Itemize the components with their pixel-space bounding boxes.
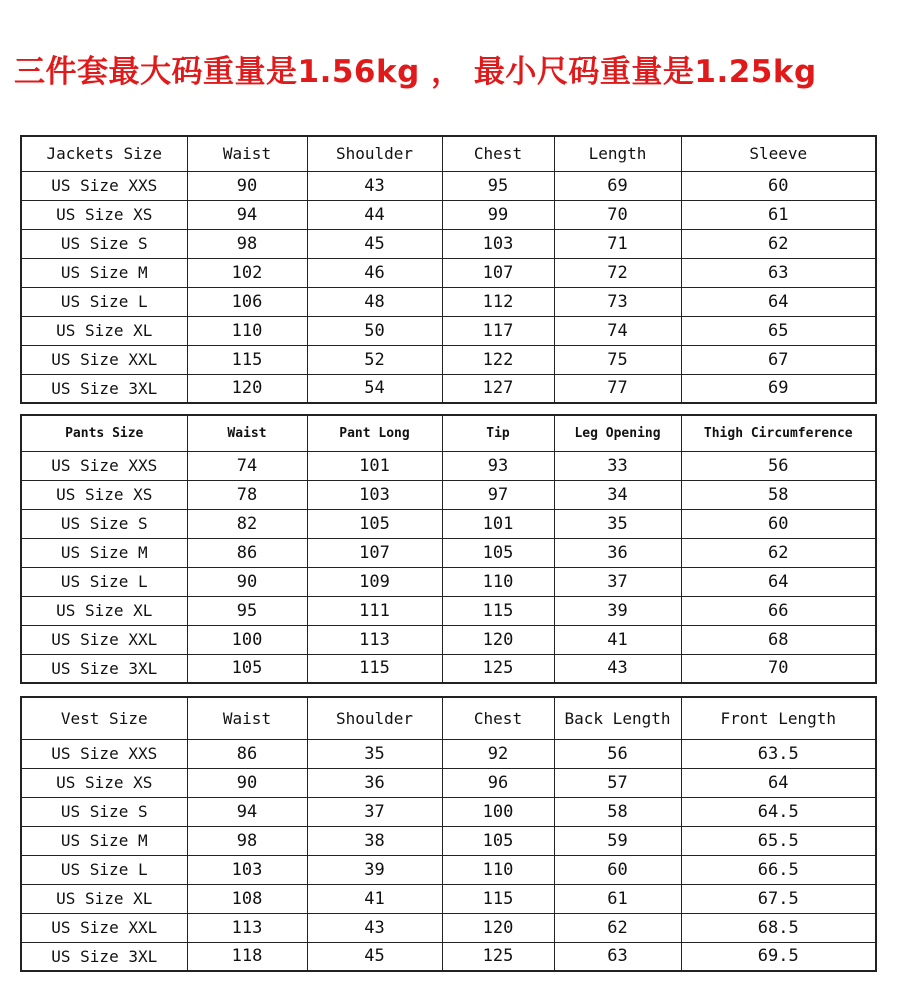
measurement-cell: 36 [307, 768, 442, 797]
column-header: Pants Size [21, 415, 187, 451]
measurement-cell: 108 [187, 884, 307, 913]
measurement-cell: 52 [307, 345, 442, 374]
column-header: Pant Long [307, 415, 442, 451]
table-header-row [21, 415, 876, 451]
measurement-cell: 73 [554, 287, 681, 316]
measurement-cell: 107 [307, 538, 442, 567]
measurement-cell: 113 [307, 625, 442, 654]
table-row [21, 200, 876, 229]
size-label-cell: US Size XS [21, 768, 187, 797]
measurement-cell: 110 [442, 567, 554, 596]
measurement-cell: 43 [307, 913, 442, 942]
measurement-cell: 62 [554, 913, 681, 942]
measurement-cell: 100 [442, 797, 554, 826]
column-header: Leg Opening [554, 415, 681, 451]
measurement-cell: 58 [681, 480, 876, 509]
measurement-cell: 68 [681, 625, 876, 654]
table-row [21, 451, 876, 480]
measurement-cell: 69.5 [681, 942, 876, 971]
size-label-cell: US Size S [21, 509, 187, 538]
size-label-cell: US Size L [21, 855, 187, 884]
measurement-cell: 41 [307, 884, 442, 913]
measurement-cell: 125 [442, 942, 554, 971]
column-header: Chest [442, 136, 554, 171]
size-label-cell: US Size XS [21, 480, 187, 509]
measurement-cell: 117 [442, 316, 554, 345]
measurement-cell: 58 [554, 797, 681, 826]
measurement-cell: 115 [442, 884, 554, 913]
measurement-cell: 115 [187, 345, 307, 374]
measurement-cell: 64 [681, 287, 876, 316]
measurement-cell: 71 [554, 229, 681, 258]
table-row [21, 258, 876, 287]
measurement-cell: 99 [442, 200, 554, 229]
measurement-cell: 67.5 [681, 884, 876, 913]
measurement-cell: 94 [187, 797, 307, 826]
column-header: Sleeve [681, 136, 876, 171]
table-row [21, 625, 876, 654]
measurement-cell: 70 [554, 200, 681, 229]
table-row [21, 480, 876, 509]
size-label-cell: US Size XXL [21, 345, 187, 374]
measurement-cell: 109 [307, 567, 442, 596]
measurement-cell: 57 [554, 768, 681, 797]
measurement-cell: 39 [554, 596, 681, 625]
measurement-cell: 62 [681, 538, 876, 567]
measurement-cell: 54 [307, 374, 442, 403]
measurement-cell: 35 [554, 509, 681, 538]
measurement-cell: 120 [442, 625, 554, 654]
measurement-cell: 39 [307, 855, 442, 884]
weight-headline: 三件套最大码重量是1.56kg ， 最小尺码重量是1.25kg [14, 54, 817, 90]
size-label-cell: US Size XXL [21, 913, 187, 942]
measurement-cell: 33 [554, 451, 681, 480]
table-row [21, 855, 876, 884]
measurement-cell: 37 [554, 567, 681, 596]
table-header-row [21, 697, 876, 739]
column-header: Front Length [681, 697, 876, 739]
size-label-cell: US Size S [21, 229, 187, 258]
measurement-cell: 56 [681, 451, 876, 480]
measurement-cell: 65.5 [681, 826, 876, 855]
measurement-cell: 110 [187, 316, 307, 345]
measurement-cell: 70 [681, 654, 876, 683]
measurement-cell: 92 [442, 739, 554, 768]
measurement-cell: 69 [681, 374, 876, 403]
size-label-cell: US Size XL [21, 596, 187, 625]
column-header: Waist [187, 415, 307, 451]
column-header: Waist [187, 697, 307, 739]
measurement-cell: 120 [442, 913, 554, 942]
size-label-cell: US Size M [21, 826, 187, 855]
measurement-cell: 106 [187, 287, 307, 316]
measurement-cell: 105 [187, 654, 307, 683]
size-label-cell: US Size XXS [21, 739, 187, 768]
table-row [21, 596, 876, 625]
measurement-cell: 63 [681, 258, 876, 287]
measurement-cell: 66.5 [681, 855, 876, 884]
measurement-cell: 111 [307, 596, 442, 625]
measurement-cell: 98 [187, 826, 307, 855]
column-header: Shoulder [307, 697, 442, 739]
measurement-cell: 34 [554, 480, 681, 509]
measurement-cell: 94 [187, 200, 307, 229]
measurement-cell: 38 [307, 826, 442, 855]
measurement-cell: 36 [554, 538, 681, 567]
table-row [21, 654, 876, 683]
measurement-cell: 74 [187, 451, 307, 480]
size-label-cell: US Size XL [21, 316, 187, 345]
measurement-cell: 110 [442, 855, 554, 884]
size-label-cell: US Size XXS [21, 171, 187, 200]
measurement-cell: 120 [187, 374, 307, 403]
measurement-cell: 86 [187, 538, 307, 567]
measurement-cell: 78 [187, 480, 307, 509]
column-header: Chest [442, 697, 554, 739]
measurement-cell: 44 [307, 200, 442, 229]
column-header: Vest Size [21, 697, 187, 739]
measurement-cell: 105 [442, 826, 554, 855]
measurement-cell: 64 [681, 567, 876, 596]
measurement-cell: 68.5 [681, 913, 876, 942]
measurement-cell: 102 [187, 258, 307, 287]
size-label-cell: US Size M [21, 538, 187, 567]
column-header: Jackets Size [21, 136, 187, 171]
column-header: Length [554, 136, 681, 171]
measurement-cell: 43 [554, 654, 681, 683]
column-header: Tip [442, 415, 554, 451]
measurement-cell: 48 [307, 287, 442, 316]
measurement-cell: 59 [554, 826, 681, 855]
measurement-cell: 41 [554, 625, 681, 654]
table-row [21, 797, 876, 826]
measurement-cell: 46 [307, 258, 442, 287]
measurement-cell: 63.5 [681, 739, 876, 768]
measurement-cell: 56 [554, 739, 681, 768]
column-header: Shoulder [307, 136, 442, 171]
measurement-cell: 60 [681, 509, 876, 538]
measurement-cell: 101 [442, 509, 554, 538]
table-row [21, 229, 876, 258]
table-header-row [21, 136, 876, 171]
measurement-cell: 107 [442, 258, 554, 287]
measurement-cell: 62 [681, 229, 876, 258]
measurement-cell: 103 [307, 480, 442, 509]
measurement-cell: 75 [554, 345, 681, 374]
measurement-cell: 69 [554, 171, 681, 200]
measurement-cell: 97 [442, 480, 554, 509]
size-label-cell: US Size 3XL [21, 942, 187, 971]
vest-size-table [20, 696, 877, 972]
table-row [21, 345, 876, 374]
table-row [21, 826, 876, 855]
size-label-cell: US Size 3XL [21, 654, 187, 683]
measurement-cell: 118 [187, 942, 307, 971]
measurement-cell: 127 [442, 374, 554, 403]
measurement-cell: 45 [307, 942, 442, 971]
measurement-cell: 50 [307, 316, 442, 345]
size-label-cell: US Size XXS [21, 451, 187, 480]
column-header: Thigh Circumference [681, 415, 876, 451]
measurement-cell: 45 [307, 229, 442, 258]
measurement-cell: 96 [442, 768, 554, 797]
measurement-cell: 66 [681, 596, 876, 625]
measurement-cell: 64.5 [681, 797, 876, 826]
measurement-cell: 103 [187, 855, 307, 884]
measurement-cell: 93 [442, 451, 554, 480]
measurement-cell: 115 [307, 654, 442, 683]
table-row [21, 316, 876, 345]
measurement-cell: 77 [554, 374, 681, 403]
measurement-cell: 37 [307, 797, 442, 826]
measurement-cell: 63 [554, 942, 681, 971]
measurement-cell: 82 [187, 509, 307, 538]
size-label-cell: US Size XS [21, 200, 187, 229]
table-row [21, 374, 876, 403]
measurement-cell: 64 [681, 768, 876, 797]
measurement-cell: 60 [554, 855, 681, 884]
column-header: Waist [187, 136, 307, 171]
table-row [21, 509, 876, 538]
measurement-cell: 115 [442, 596, 554, 625]
table-row [21, 913, 876, 942]
measurement-cell: 101 [307, 451, 442, 480]
measurement-cell: 43 [307, 171, 442, 200]
table-row [21, 884, 876, 913]
measurement-cell: 95 [187, 596, 307, 625]
measurement-cell: 60 [681, 171, 876, 200]
table-row [21, 171, 876, 200]
measurement-cell: 112 [442, 287, 554, 316]
measurement-cell: 74 [554, 316, 681, 345]
size-label-cell: US Size 3XL [21, 374, 187, 403]
measurement-cell: 72 [554, 258, 681, 287]
table-row [21, 739, 876, 768]
measurement-cell: 67 [681, 345, 876, 374]
measurement-cell: 122 [442, 345, 554, 374]
table-row [21, 287, 876, 316]
size-label-cell: US Size XL [21, 884, 187, 913]
measurement-cell: 95 [442, 171, 554, 200]
table-row [21, 538, 876, 567]
measurement-cell: 90 [187, 171, 307, 200]
measurement-cell: 105 [307, 509, 442, 538]
measurement-cell: 113 [187, 913, 307, 942]
measurement-cell: 65 [681, 316, 876, 345]
measurement-cell: 35 [307, 739, 442, 768]
measurement-cell: 90 [187, 768, 307, 797]
table-row [21, 567, 876, 596]
measurement-cell: 98 [187, 229, 307, 258]
measurement-cell: 61 [681, 200, 876, 229]
jackets-size-table [20, 135, 877, 404]
size-label-cell: US Size S [21, 797, 187, 826]
column-header: Back Length [554, 697, 681, 739]
measurement-cell: 100 [187, 625, 307, 654]
size-label-cell: US Size XXL [21, 625, 187, 654]
measurement-cell: 61 [554, 884, 681, 913]
measurement-cell: 86 [187, 739, 307, 768]
size-label-cell: US Size M [21, 258, 187, 287]
measurement-cell: 103 [442, 229, 554, 258]
size-label-cell: US Size L [21, 287, 187, 316]
pants-size-table [20, 414, 877, 684]
measurement-cell: 90 [187, 567, 307, 596]
measurement-cell: 125 [442, 654, 554, 683]
measurement-cell: 105 [442, 538, 554, 567]
table-row [21, 942, 876, 971]
table-row [21, 768, 876, 797]
size-label-cell: US Size L [21, 567, 187, 596]
